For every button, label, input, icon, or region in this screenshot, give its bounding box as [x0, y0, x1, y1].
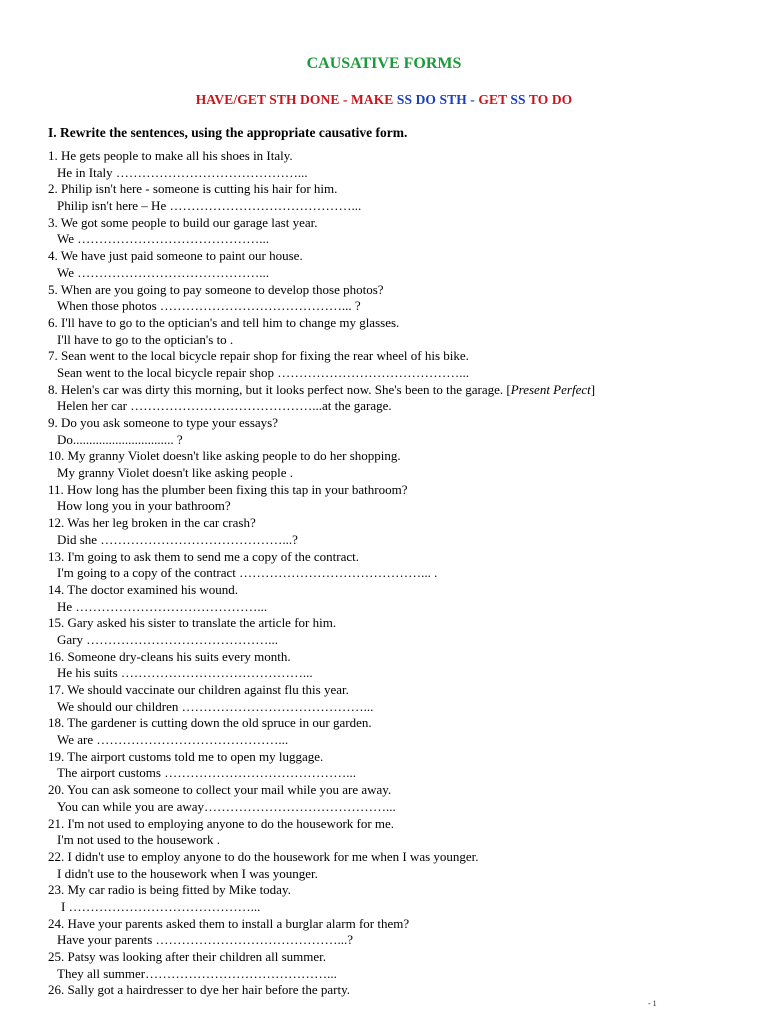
exercise-question [48, 882, 748, 899]
question-text: 2. Philip isn't here - someone is cutting his hair for him. [48, 181, 338, 197]
exercise-question [48, 215, 748, 232]
question-text: 21. I'm not used to employing anyone to do the housework for me. [48, 815, 395, 831]
exercise-answer-line: I'll have to go to the optician's to . [57, 331, 234, 347]
question-text: 19. The airport customs told me to open my luggage. [48, 748, 324, 764]
question-text: 5. When are you going to pay someone to develop those photos? [48, 281, 384, 297]
exercise-question [48, 682, 748, 699]
subtitle-get: GET [478, 92, 507, 107]
exercise-answer-line: Philip isn't here – He ……………………………………... [57, 198, 362, 214]
page-number: - 1 [648, 999, 657, 1008]
exercise-question [48, 649, 748, 666]
exercise-question [48, 849, 748, 866]
exercise-answer-line: The airport customs ……………………………………... [57, 765, 356, 781]
exercise-answer-line: Helen her car ……………………………………...at the garage. [57, 398, 392, 414]
page-subtitle [0, 92, 768, 108]
question-text: 25. Patsy was looking after their children all summer. [48, 949, 326, 964]
exercise-question [48, 181, 748, 198]
question-text: 10. My granny Violet doesn't like asking people to do her shopping. [48, 448, 401, 464]
question-text: 14. The doctor examined his wound. [48, 581, 239, 597]
question-text: 6. I'll have to go to the optician's and tell him to change my glasses. [48, 314, 400, 330]
page-title: CAUSATIVE FORMS [306, 55, 462, 72]
exercise-answer-line: Did she ……………………………………...? [57, 531, 298, 547]
question-text: 7. Sean went to the local bicycle repair shop for fixing the rear wheel of his bike. [48, 348, 469, 364]
exercise-question [48, 749, 748, 766]
exercise-question [48, 715, 748, 732]
exercise-question [48, 148, 748, 165]
exercise-question [48, 816, 748, 833]
exercise-answer-line: Sean went to the local bicycle repair shop ……………………………………... [57, 364, 469, 380]
exercise-answer-line: Have your parents ……………………………………...? [57, 932, 354, 948]
exercise-answer-line: We should our children ……………………………………... [57, 698, 374, 714]
question-text: 9. Do you ask someone to type your essays? [48, 415, 278, 430]
exercise-answer-line: I didn't use to the housework when I was younger. [57, 865, 318, 881]
subtitle-have-get: HAVE/GET [195, 92, 266, 107]
question-text: 24. Have your parents asked them to install a burglar alarm for them? [48, 915, 410, 931]
subtitle-ss: SS [506, 92, 529, 107]
exercise-question [48, 315, 748, 332]
question-text: 12. Was her leg broken in the car crash? [48, 515, 256, 531]
exercise-instruction: I. Rewrite the sentences, using the appropriate causative form. [48, 125, 408, 140]
exercise-answer-line: I'm going to a copy of the contract ……………………………………... . [57, 565, 438, 581]
question-text: 22. I didn't use to employ anyone to do the housework for me when I was younger. [48, 848, 479, 864]
exercise-question [48, 482, 748, 499]
exercise-question [48, 448, 748, 465]
exercise-answer-line: He in Italy ……………………………………... [57, 164, 308, 180]
question-text-end: ] [590, 381, 596, 397]
question-text: 1. He gets people to make all his shoes in Italy. [48, 148, 293, 163]
exercise-question [48, 549, 748, 566]
question-text: 16. Someone dry-cleans his suits every month. [48, 648, 291, 664]
question-text: 15. Gary asked his sister to translate the article for him. [48, 615, 337, 631]
question-text: 26. Sally got a hairdresser to dye her hair before the party. [48, 982, 351, 998]
subtitle-ss-do-sth: SS DO STH - [393, 92, 479, 107]
question-text: 20. You can ask someone to collect your mail while you are away. [48, 782, 392, 798]
question-text: 11. How long has the plumber been fixing this tap in your bathroom? [48, 481, 408, 497]
exercise-question [48, 982, 748, 999]
exercise-answer-line: My granny Violet doesn't like asking people . [57, 465, 294, 481]
exercise-answer-line: I'm not used to the housework . [57, 832, 221, 848]
exercise-question [48, 782, 748, 799]
exercise-answer-line: You can while you are away……………………………………... [57, 798, 396, 814]
exercise-question [48, 515, 748, 532]
exercise-question [48, 282, 748, 299]
subtitle-sth-done: STH DONE - [265, 92, 352, 107]
exercise-question [48, 582, 748, 599]
exercise-question [48, 949, 748, 966]
exercise-answer-line: We ……………………………………... [57, 231, 269, 247]
exercise-answer-line: He ……………………………………... [57, 598, 268, 614]
exercise-answer-line: We are ……………………………………... [57, 732, 289, 748]
subtitle-make: MAKE [351, 92, 394, 107]
exercise-question [48, 415, 748, 432]
question-text: 4. We have just paid someone to paint our house. [48, 248, 303, 264]
exercise-question [48, 348, 748, 365]
question-text: 18. The gardener is cutting down the old spruce in our garden. [48, 715, 372, 731]
question-text: 17. We should vaccinate our children against flu this year. [48, 682, 349, 697]
exercise-question [48, 248, 748, 265]
exercise-answer-line: How long you in your bathroom? [57, 498, 231, 514]
exercise-answer-line: We ……………………………………... [57, 264, 269, 280]
question-text: 3. We got some people to build our garage last year. [48, 214, 318, 230]
exercise-answer-line: They all summer……………………………………... [57, 965, 337, 981]
question-text: 23. My car radio is being fitted by Mike today. [48, 882, 291, 898]
exercise-answer-line: I ……………………………………... [61, 898, 261, 914]
exercise-question [48, 916, 748, 933]
question-text: 13. I'm going to ask them to send me a copy of the contract. [48, 548, 360, 564]
exercise-answer-line: Gary ……………………………………... [57, 631, 278, 647]
exercise-answer-line: He his suits ……………………………………... [57, 665, 313, 681]
exercise-question [48, 615, 748, 632]
exercise-list [48, 148, 748, 999]
exercise-answer-line: Do............................... ? [57, 431, 183, 447]
exercise-answer-line: When those photos ……………………………………... ? [57, 298, 361, 314]
subtitle-to-do: TO DO [528, 92, 573, 107]
question-text: 8. Helen's car was dirty this morning, but it looks perfect now. She's been to the garage. [ [48, 381, 511, 397]
question-tense-hint: Present Perfect [510, 381, 591, 397]
exercise-question [48, 382, 748, 399]
